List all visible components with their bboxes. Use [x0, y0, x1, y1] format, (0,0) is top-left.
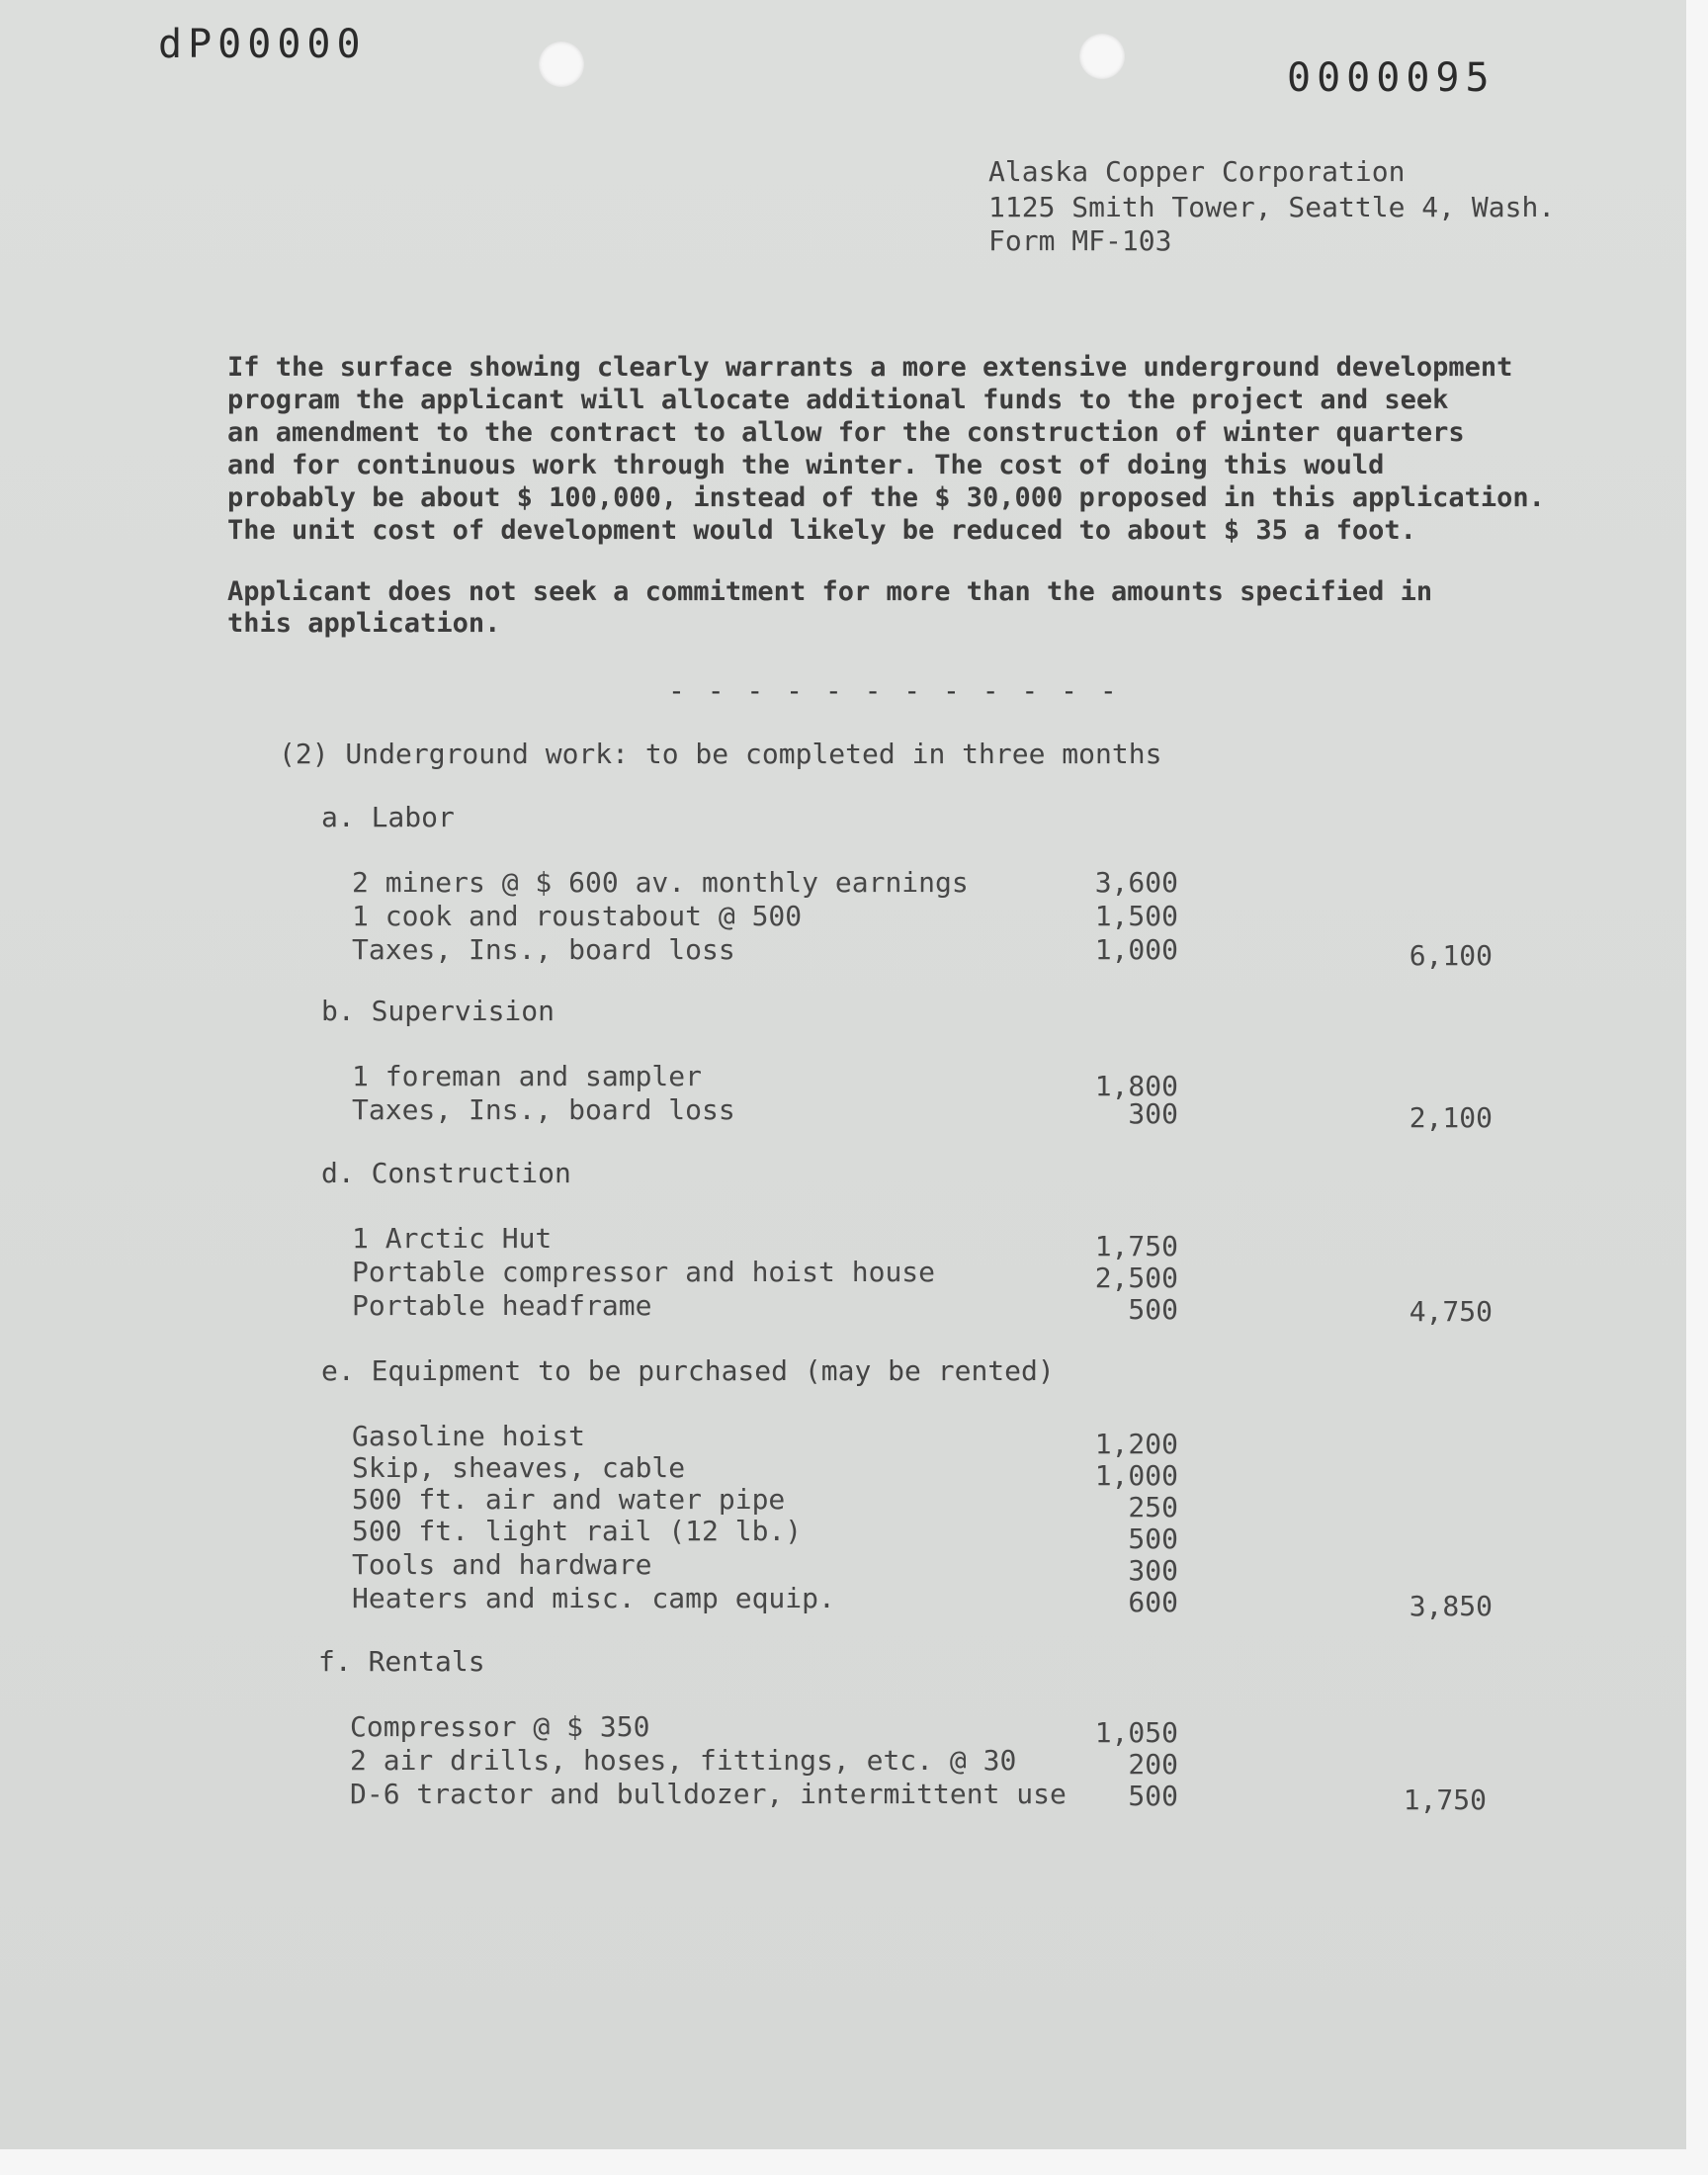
line-amount: 1,800 [1094, 1070, 1178, 1102]
line-item: Gasoline hoist [352, 1420, 586, 1452]
line-item: D-6 tractor and bulldozer, intermittent use [350, 1778, 1067, 1810]
form-number: Form MF-103 [988, 224, 1172, 257]
line-item: Taxes, Ins., board loss [352, 933, 735, 966]
subsection-heading: a. Labor [321, 801, 455, 833]
line-amount: 1,500 [1094, 900, 1178, 932]
page-edge [0, 2149, 1708, 2175]
body-paragraph-line: probably be about $ 100,000, instead of the $ 30,000 proposed in this application. [227, 482, 1545, 513]
document-id-stamp: dP00000 [158, 22, 367, 67]
line-item: Tools and hardware [352, 1548, 652, 1581]
section-total: 3,850 [1409, 1590, 1493, 1622]
line-amount: 500 [1128, 1780, 1178, 1812]
body-paragraph-line: and for continuous work through the winter. The cost of doing this would [227, 450, 1385, 480]
line-amount: 3,600 [1094, 866, 1178, 899]
section-total: 2,100 [1409, 1101, 1493, 1134]
line-item: Portable compressor and hoist house [352, 1256, 936, 1288]
line-amount: 500 [1128, 1522, 1178, 1555]
company-name: Alaska Copper Corporation [988, 155, 1406, 188]
line-item: 1 foreman and sampler [352, 1060, 703, 1092]
body-paragraph-line: The unit cost of development would likely be reduced to about $ 35 a foot. [227, 515, 1416, 546]
line-item: 2 air drills, hoses, fittings, etc. @ 30 [350, 1744, 1017, 1777]
section-heading: (2) Underground work: to be completed in three months [279, 738, 1162, 770]
line-amount: 200 [1128, 1748, 1178, 1781]
line-item: Skip, sheaves, cable [352, 1451, 686, 1484]
line-amount: 1,000 [1094, 1459, 1178, 1492]
subsection-heading: b. Supervision [321, 995, 555, 1027]
section-total: 1,750 [1403, 1784, 1487, 1816]
body-paragraph-line: an amendment to the contract to allow for the construction of winter quarters [227, 417, 1465, 448]
line-amount: 250 [1128, 1491, 1178, 1523]
line-item: 1 Arctic Hut [352, 1222, 553, 1255]
line-item: 2 miners @ $ 600 av. monthly earnings [352, 866, 969, 899]
line-amount: 1,200 [1094, 1428, 1178, 1460]
line-item: Heaters and misc. camp equip. [352, 1582, 835, 1614]
line-item: 500 ft. light rail (12 lb.) [352, 1515, 803, 1547]
line-item: 500 ft. air and water pipe [352, 1483, 786, 1516]
line-amount: 600 [1128, 1586, 1178, 1618]
line-item: Portable headframe [352, 1289, 652, 1322]
line-amount: 300 [1128, 1554, 1178, 1587]
body-paragraph-line: Applicant does not seek a commitment for more than the amounts specified in [227, 576, 1433, 607]
subsection-heading: e. Equipment to be purchased (may be rented) [321, 1354, 1055, 1387]
line-item: Taxes, Ins., board loss [352, 1093, 735, 1126]
separator-rule: - - - - - - - - - - - - [668, 674, 1120, 707]
line-item: Compressor @ $ 350 [350, 1710, 650, 1743]
page-number-stamp: 0000095 [1287, 55, 1495, 101]
section-total: 4,750 [1409, 1295, 1493, 1328]
body-paragraph-line: this application. [227, 608, 501, 639]
line-amount: 500 [1128, 1293, 1178, 1326]
line-amount: 1,750 [1094, 1230, 1178, 1262]
body-paragraph-line: If the surface showing clearly warrants a more extensive underground development [227, 352, 1513, 383]
line-amount: 1,050 [1094, 1716, 1178, 1749]
page-edge [1686, 0, 1708, 2175]
punch-hole [1079, 34, 1125, 79]
company-address: 1125 Smith Tower, Seattle 4, Wash. [988, 191, 1556, 223]
line-amount: 1,000 [1094, 933, 1178, 966]
line-item: 1 cook and roustabout @ 500 [352, 900, 803, 932]
body-paragraph-line: program the applicant will allocate additional funds to the project and seek [227, 385, 1449, 415]
section-total: 6,100 [1409, 939, 1493, 972]
subsection-heading: f. Rentals [318, 1645, 485, 1678]
subsection-heading: d. Construction [321, 1157, 571, 1189]
line-amount: 2,500 [1094, 1262, 1178, 1294]
line-amount: 300 [1128, 1097, 1178, 1130]
punch-hole [539, 42, 584, 87]
